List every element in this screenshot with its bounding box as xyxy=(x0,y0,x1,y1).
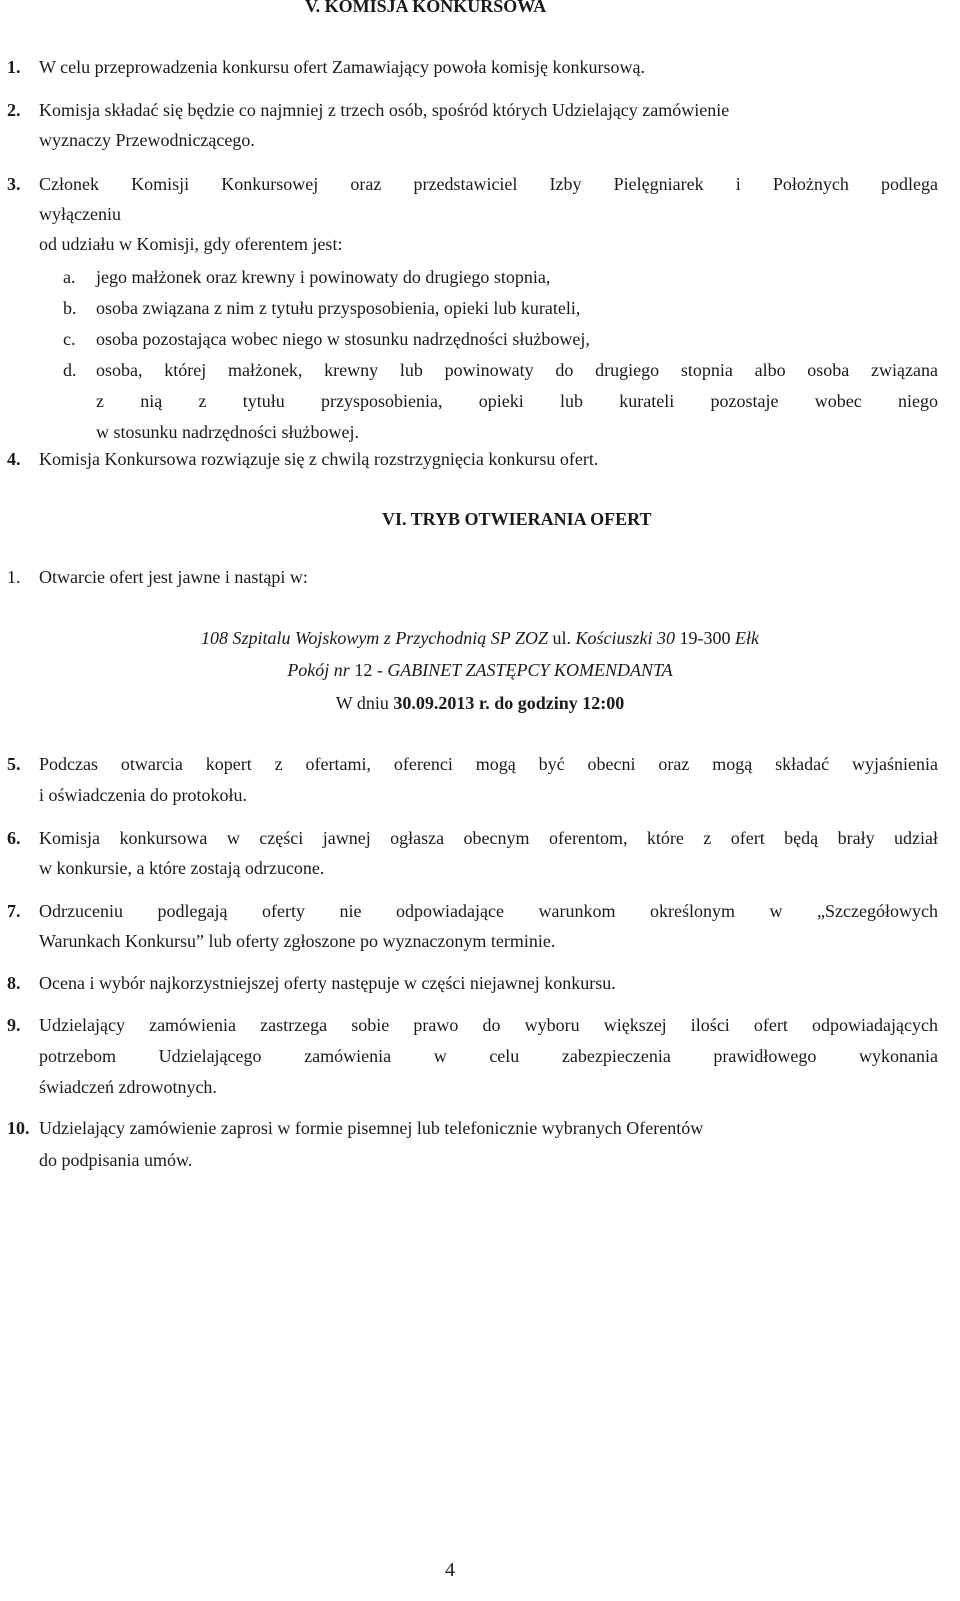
sub-item-b xyxy=(63,293,580,323)
item-number: 6. xyxy=(7,828,21,848)
item-3-line3: od udziału w Komisji, gdy oferentem jest: xyxy=(39,234,343,254)
opening-date xyxy=(0,688,960,718)
item-7-line2: Warunkach Konkursu” lub oferty zgłoszone po wyznaczonym terminie. xyxy=(39,931,556,951)
item-number: 2. xyxy=(7,100,21,120)
section-vi-item-1 xyxy=(7,562,308,592)
item-number: 1. xyxy=(7,57,21,77)
item-number: 7. xyxy=(7,901,21,921)
item-number: 8. xyxy=(7,973,21,993)
sub-text: osoba związana z nim z tytułu przysposobienia, opieki lub kurateli, xyxy=(96,298,581,318)
item-text-line1: Udzielający zamówienie zaprosi w formie pisemnej lub telefonicznie wybranych Oferentów xyxy=(39,1118,704,1138)
list-item-8 xyxy=(7,968,616,998)
sub-letter: c. xyxy=(63,329,76,349)
list-item-5 xyxy=(7,749,938,779)
item-text-line1: Udzielający zamówienia zastrzega sobie prawo do wyboru większej ilości ofert odpowiadających xyxy=(39,1015,938,1035)
list-item-7 xyxy=(7,896,938,926)
room-number: 12 - xyxy=(349,660,388,680)
item-number: 1. xyxy=(7,567,21,587)
postal-code: 19-300 xyxy=(675,628,736,648)
item-number: 5. xyxy=(7,754,21,774)
item-number: 4. xyxy=(7,449,21,469)
list-item-10 xyxy=(7,1113,703,1143)
item-text: Komisja Konkursowa rozwiązuje się z chwilą rozstrzygnięcia konkursu ofert. xyxy=(39,449,599,469)
section-v-heading: V. KOMISJA KONKURSOWA xyxy=(305,0,547,16)
item-text-line1: Komisja konkursowa w części jawnej ogłasza obecnym oferentom, które z ofert będą brały udział xyxy=(39,828,938,848)
list-item-2 xyxy=(7,95,729,125)
item-9-line3: świadczeń zdrowotnych. xyxy=(39,1077,217,1097)
sub-item-a xyxy=(63,262,550,292)
sub-letter: d. xyxy=(63,360,77,380)
street-prefix: ul. xyxy=(548,628,576,648)
hospital-name: 108 Szpitalu Wojskowym z Przychodnią SP ZOZ xyxy=(200,628,548,648)
date-value: 30.09.2013 r. do godziny 12:00 xyxy=(393,693,625,713)
item-text: Otwarcie ofert jest jawne i nastąpi w: xyxy=(39,567,308,587)
item-text: W celu przeprowadzenia konkursu ofert Zamawiający powoła komisję konkursową. xyxy=(39,57,645,77)
sub-text-line1: osoba, której małżonek, krewny lub powinowaty do drugiego stopnia albo osoba związana xyxy=(96,360,938,380)
list-item-1 xyxy=(7,52,645,82)
location-address xyxy=(0,623,960,653)
item-text-line1: Komisja składać się będzie co najmniej z trzech osób, spośród których Udzielający zamówienie xyxy=(39,100,730,120)
section-vi-heading: VI. TRYB OTWIERANIA OFERT xyxy=(382,509,652,529)
street-name: Kościuszki 30 xyxy=(575,628,676,648)
page-number: 4 xyxy=(445,1559,455,1581)
item-number: 10. xyxy=(7,1118,30,1138)
item-text-line1: Podczas otwarcia kopert z ofertami, oferenci mogą być obecni oraz mogą składać wyjaśnienia xyxy=(39,754,938,774)
sub-letter: a. xyxy=(63,267,76,287)
sub-item-d-line2: z nią z tytułu przysposobienia, opieki lub kurateli pozostaje wobec niego xyxy=(96,391,938,411)
sub-text: jego małżonek oraz krewny i powinowaty do drugiego stopnia, xyxy=(96,267,551,287)
item-10-line2: do podpisania umów. xyxy=(39,1150,193,1170)
sub-item-d-line3: w stosunku nadrzędności służbowej. xyxy=(96,422,359,442)
item-2-line2: wyznaczy Przewodniczącego. xyxy=(39,130,255,150)
location-room xyxy=(0,655,960,685)
item-number: 9. xyxy=(7,1015,21,1035)
list-item-6 xyxy=(7,823,938,853)
sub-item-d xyxy=(63,355,938,385)
room-name: GABINET ZASTĘPCY KOMENDANTA xyxy=(387,660,673,680)
item-3-line2: wyłączeniu xyxy=(39,204,121,224)
sub-letter: b. xyxy=(63,298,77,318)
list-item-3 xyxy=(7,169,938,199)
sub-item-c xyxy=(63,324,590,354)
item-6-line2: w konkursie, a które zostają odrzucone. xyxy=(39,858,325,878)
item-5-line2: i oświadczenia do protokołu. xyxy=(39,785,247,805)
date-prefix: W dniu xyxy=(335,693,394,713)
sub-text: osoba pozostająca wobec niego w stosunku nadrzędności służbowej, xyxy=(96,329,590,349)
city-name: Ełk xyxy=(735,628,760,648)
item-number: 3. xyxy=(7,174,21,194)
item-text: Ocena i wybór najkorzystniejszej oferty następuje w części niejawnej konkursu. xyxy=(39,973,616,993)
item-text-line1: Członek Komisji Konkursowej oraz przedstawiciel Izby Pielęgniarek i Położnych podlega xyxy=(39,174,938,194)
list-item-9 xyxy=(7,1010,938,1040)
room-label: Pokój nr xyxy=(287,660,350,680)
list-item-4 xyxy=(7,444,598,474)
item-text-line1: Odrzuceniu podlegają oferty nie odpowiadające warunkom określonym w „Szczegółowych xyxy=(39,901,938,921)
item-9-line2: potrzebom Udzielającego zamówienia w celu zabezpieczenia prawidłowego wykonania xyxy=(39,1046,938,1066)
